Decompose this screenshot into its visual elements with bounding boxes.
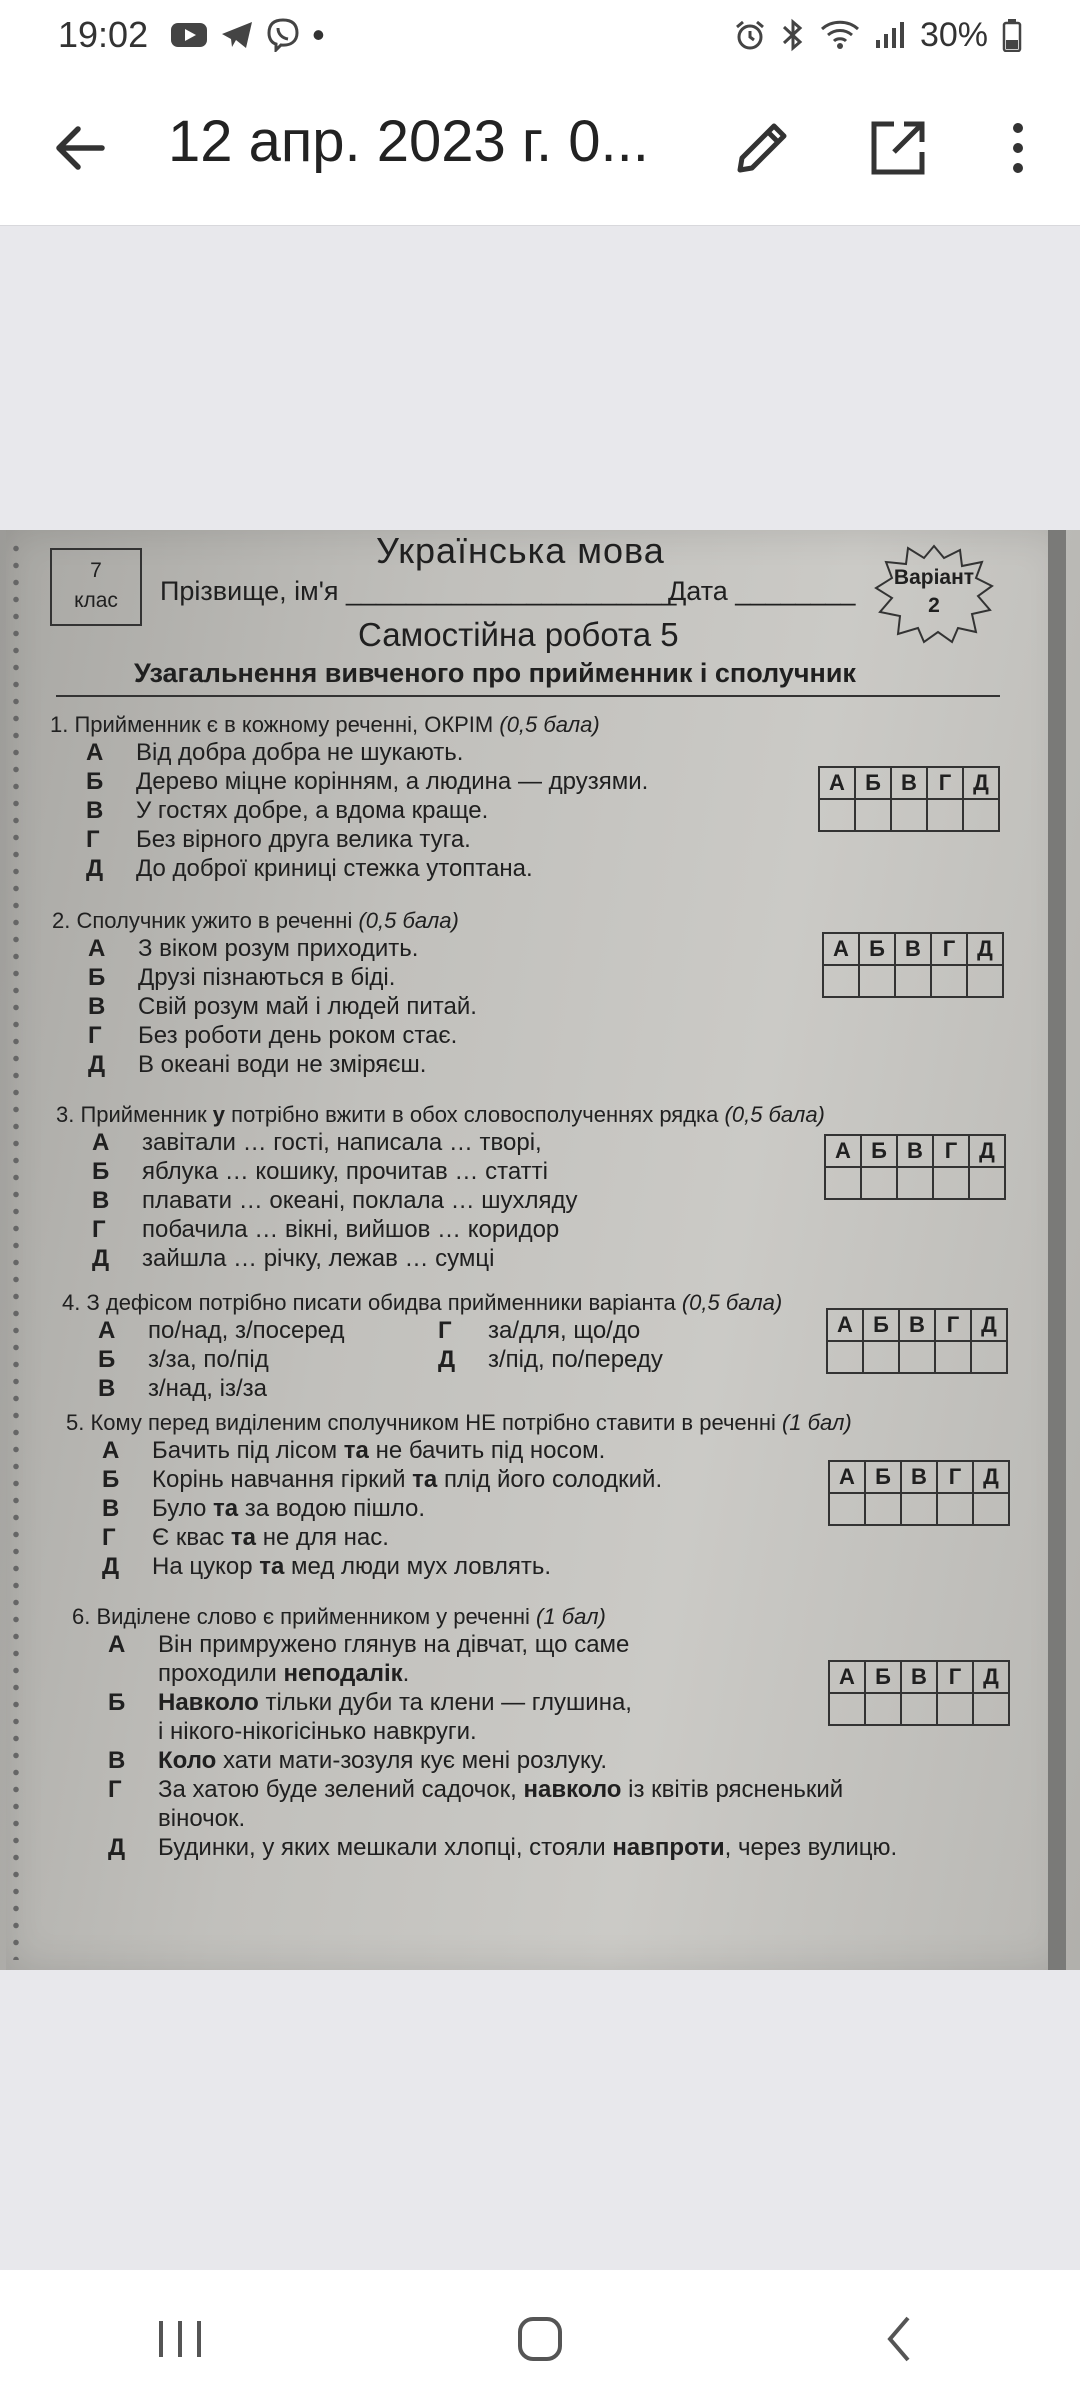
answer-grid-3: А Б В Г Д [824, 1134, 1006, 1200]
alarm-icon [734, 19, 766, 51]
option: А Від добра добра не шукають. [86, 739, 464, 766]
option: Б Навколо тільки дуби та клени — глушина, [108, 1689, 632, 1716]
option: Г За хатою буде зелений садочок, навколо із квітів рясненький [108, 1776, 844, 1803]
option: Г за/для, що/до [438, 1317, 641, 1344]
answer-grid-6: А Б В Г Д [828, 1660, 1010, 1726]
edit-button[interactable] [730, 116, 794, 180]
home-icon [515, 2314, 565, 2364]
status-bar [0, 0, 1080, 70]
doc-title: Українська мова [376, 530, 665, 571]
recents-icon [155, 2317, 205, 2361]
question-6 [72, 1604, 897, 1862]
options-col-2 [402, 1316, 663, 1403]
battery-percent: 30% [919, 15, 988, 54]
pencil-icon [730, 116, 794, 180]
option: Д На цукор та мед люди мух ловлять. [102, 1553, 551, 1580]
option: В з/над, із/за [98, 1375, 267, 1402]
telegram-icon [220, 20, 254, 50]
grade-number: 7 [90, 559, 102, 582]
option: А по/над, з/посеред [98, 1317, 345, 1344]
option: Б Друзі пізнаються в біді. [88, 964, 396, 991]
answer-grid-4: А Б В Г Д [826, 1308, 1008, 1374]
option: Г побачила … вікні, вийшов … коридор [92, 1216, 560, 1243]
question-text: 5. Кому перед виділеним сполучником НЕ потрібно ставити в реченні [66, 1410, 776, 1435]
option: Г Без роботи день роком стає. [88, 1022, 458, 1049]
answer-grid-5: А Б В Г Д [828, 1460, 1010, 1526]
option: А Бачить під лісом та не бачить під носом. [102, 1437, 606, 1464]
divider [56, 695, 1000, 697]
question-text: 1. Прийменник є в кожному реченні, ОКРІМ [50, 712, 494, 737]
file-title: 12 апр. 2023 г. 0... [168, 109, 649, 174]
back-button[interactable] [50, 118, 110, 178]
recents-button[interactable] [140, 2299, 220, 2379]
home-button[interactable] [500, 2299, 580, 2379]
youtube-icon [170, 20, 208, 50]
variant-word: Варіант [893, 566, 975, 589]
variant-badge [874, 544, 994, 644]
open-external-icon [866, 116, 930, 180]
photo-viewer[interactable] [0, 530, 1080, 1970]
bold-word: у [212, 1102, 226, 1127]
notebook-holes [10, 540, 22, 1960]
paper-edge [1048, 530, 1066, 1970]
question-5 [66, 1410, 852, 1581]
question-points: (1 бал) [536, 1604, 606, 1629]
variant-number: 2 [928, 594, 940, 617]
option: В Свій розум май і людей питай. [88, 993, 477, 1020]
notification-dot: • [312, 14, 325, 55]
grade-box [50, 548, 142, 626]
option: В Було та за водою пішло. [102, 1495, 425, 1522]
option: Д зайшла … річку, лежав … сумці [92, 1245, 495, 1272]
chevron-left-icon [880, 2314, 920, 2364]
signal-icon [874, 20, 906, 50]
option: Г Є квас та не для нас. [102, 1524, 389, 1551]
battery-icon [1002, 18, 1022, 52]
option: Д Будинки, у яких мешкали хлопці, стояли навпроти , через вулицю. [108, 1834, 898, 1861]
answer-grid-1: А Б В Г Д [818, 766, 1000, 832]
option: Б Дерево міцне корінням, а людина — друзями. [86, 768, 649, 795]
option: Д В океані води не зміряєш. [88, 1051, 427, 1078]
more-options-button[interactable] [1000, 116, 1036, 180]
doc-subtitle: Самостійна робота 5 [358, 616, 679, 653]
option: А З віком розум приходить. [88, 935, 419, 962]
question-2 [52, 908, 477, 1079]
question-points: (0,5 бала) [358, 908, 459, 933]
more-vert-icon [1000, 116, 1036, 180]
doc-topic: Узагальнення вивченого про прийменник і сполучник [134, 658, 856, 688]
answer-grid-2: А Б В Г Д [822, 932, 1004, 998]
wifi-icon [820, 19, 860, 51]
name-line: Прізвище, ім'я ______________________ [160, 576, 677, 606]
arrow-back-icon [50, 118, 110, 178]
option: А Він примружено глянув на дівчат, що саме [108, 1631, 630, 1658]
question-text: 4. З дефісом потрібно писати обидва прийменники варіанта [62, 1290, 676, 1315]
option-continued: і нікого-нікогісінько навкруги. [158, 1718, 477, 1745]
grade-word: клас [74, 589, 118, 612]
option: Б з/за, по/під [98, 1346, 269, 1373]
question-points: (0,5 бала) [724, 1102, 825, 1127]
date-line: Дата ________ [668, 576, 856, 606]
app-bar [0, 70, 1080, 226]
option: Б яблука … кошику, прочитав … статті [92, 1158, 548, 1185]
question-text: 6. Виділене слово є прийменником у реченні [72, 1604, 530, 1629]
question-4 [62, 1290, 782, 1403]
status-time: 19:02 [58, 14, 149, 55]
option: В Коло хати мати-зозуля кує мені розлуку. [108, 1747, 607, 1774]
bluetooth-icon [780, 18, 806, 52]
options-col-1 [62, 1316, 392, 1403]
notification-icons [170, 14, 325, 56]
question-3: 3. Прийменник у потрібно вжити в обох словосполученнях рядка (0,5 бала) А завітали … гості, написала … творі, Б яблука … кошику, прочитав … статті В плавати … океані, поклала … шухляду Г побачила … вікні, вийшов … коридор Д зайшла … річку, лежав … сумці [56, 1102, 825, 1272]
question-points: (1 бал) [781, 1410, 852, 1435]
system-icons [734, 16, 1022, 55]
system-nav-bar [0, 2270, 1080, 2408]
option: В плавати … океані, поклала … шухляду [92, 1187, 578, 1214]
option-continued: віночок. [158, 1805, 246, 1832]
question-points: (0,5 бала) [499, 712, 600, 737]
question-1 [50, 712, 648, 883]
option: Г Без вірного друга велика туга. [86, 826, 471, 853]
option-continued: проходили неподалік . [158, 1660, 410, 1687]
option: Б Корінь навчання гіркий та плід його солодкий. [102, 1466, 663, 1493]
viber-icon [266, 18, 300, 52]
system-back-button[interactable] [860, 2299, 940, 2379]
option: Д До доброї криниці стежка утоптана. [86, 855, 533, 882]
worksheet-paper [6, 530, 1066, 1970]
question-points: (0,5 бала) [681, 1290, 783, 1315]
question-text: 2. Сполучник ужито в реченні [52, 908, 353, 933]
open-with-button[interactable] [866, 116, 930, 180]
option: В У гостях добре, а вдома краще. [86, 797, 489, 824]
option: Д з/під, по/переду [438, 1346, 663, 1373]
option: А завітали … гості, написала … творі, [92, 1129, 542, 1156]
